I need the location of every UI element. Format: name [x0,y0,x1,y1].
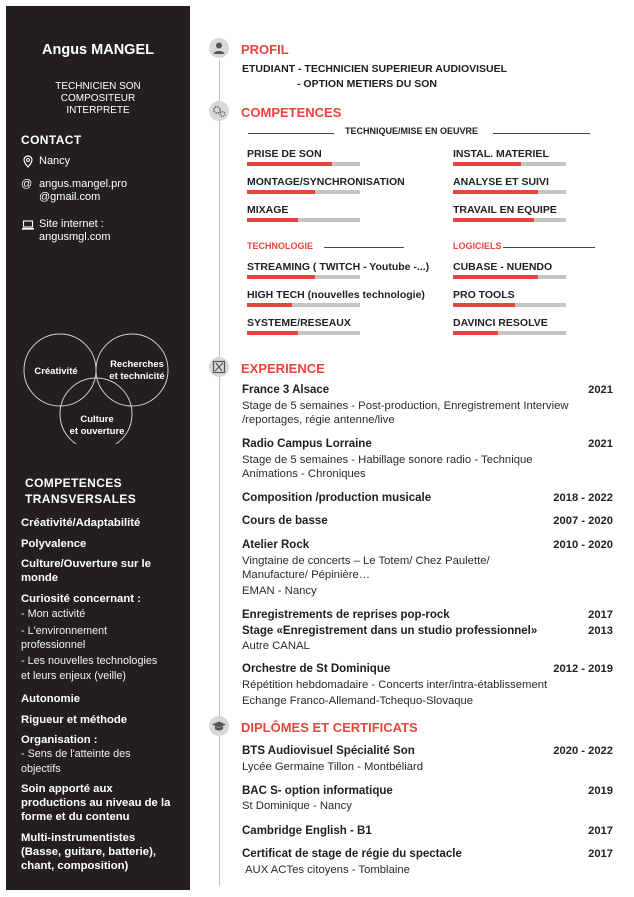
experience-year: 2018 - 2022 [553,492,613,504]
skill-level-fill [453,218,534,222]
venn-label: et ouverture [69,426,125,437]
skill-level-bar [247,162,360,166]
venn-label: et technicité [109,371,165,382]
timeline-line [219,60,220,886]
experience-desc: Autre CANAL [242,640,310,652]
diploma-desc: Lycée Germaine Tillon - Montbéliard [242,761,424,773]
role-line: TECHNICIEN SON [55,81,141,92]
experience-year: 2017 [588,609,613,621]
venn-diagram [16,324,186,444]
soft-skill-detail: - Mon activité [21,608,86,620]
laptop-icon [21,218,35,232]
soft-skill: Multi-instrumentistes [21,832,136,844]
skill-label: DAVINCI RESOLVE [453,317,548,329]
experience-desc: Animations - Chroniques [242,468,366,480]
experience-year: 2013 [588,625,613,637]
skill-label: PRO TOOLS [453,289,515,301]
experience-year: 2010 - 2020 [553,539,613,551]
skill-level-bar [247,303,360,307]
profil-line: ETUDIANT - TECHNICIEN SUPERIEUR AUDIOVISUEL [242,63,508,75]
experience-desc: Vingtaine de concerts – Le Totem/ Chez Paulette/ [242,555,490,567]
skill-label: CUBASE - NUENDO [453,261,553,273]
skill-level-fill [453,275,538,279]
venn-label: Recherches [110,359,164,370]
soft-skill: forme et du contenu [21,811,130,823]
venn-circle [96,334,168,406]
skill-level-bar [453,303,566,307]
skill-level-fill [453,162,521,166]
skill-label: INSTAL. MATERIEL [453,148,549,160]
soft-skill: (Basse, guitare, batterie), [21,846,156,858]
diploma-year: 2017 [588,825,613,837]
skill-level-fill [453,190,538,194]
diploma-desc: St Dominique - Nancy [242,800,352,812]
skill-label: ANALYSE ET SUIVI [453,176,549,188]
soft-skill-detail: professionnel [21,639,86,651]
email-line[interactable]: angus.mangel.pro [39,178,128,190]
site-label: Site internet : [39,218,104,230]
experience-desc: /reportages, régie antenne/live [242,414,395,426]
soft-skill-detail: - Les nouvelles technologies [21,655,158,667]
experience-title: Enregistrements de reprises pop-rock [242,609,450,621]
skill-level-fill [247,303,292,307]
experience-desc: Stage de 5 semaines - Habillage sonore radio - Technique [242,454,533,466]
divider [493,133,590,134]
skill-label: HIGH TECH (nouvelles technologie) [247,289,425,301]
skill-label: STREAMING ( TWITCH - Youtube -...) [247,261,430,273]
soft-skill: Organisation : [21,734,98,746]
skill-label: MONTAGE/SYNCHRONISATION [247,176,405,188]
role-line: COMPOSITEUR [60,93,136,104]
skill-level-fill [247,162,332,166]
skill-level-fill [247,190,315,194]
gears-icon [209,101,229,121]
experience-title: Cours de basse [242,515,328,527]
experience-title: Atelier Rock [242,539,310,551]
contact-heading: CONTACT [21,133,82,147]
diploma-year: 2019 [588,785,613,797]
diploma-title: Cambridge English - B1 [242,825,372,837]
skill-label: PRISE DE SON [247,148,322,160]
skill-level-bar [247,275,360,279]
experience-desc: Répétition hebdomadaire - Concerts inter/intra-établissement [242,679,548,691]
skill-level-fill [247,218,298,222]
role-line: INTERPRETE [66,105,130,116]
experience-year: 2007 - 2020 [553,515,613,527]
skill-level-bar [247,190,360,194]
skill-label: TRAVAIL EN EQUIPE [453,204,557,216]
location-pin-icon [21,155,35,169]
soft-skill-detail: - Sens de l'atteinte des [21,748,131,760]
soft-skill-detail: objectifs [21,763,61,775]
sidebar [6,6,190,890]
diploma-desc: AUX ACTes citoyens - Tomblaine [245,864,410,876]
section-title-diplomes: DIPLÔMES ET CERTIFICATS [241,720,418,735]
soft-skill: Polyvalence [21,538,87,550]
email-line[interactable]: @gmail.com [39,191,101,203]
full-name: Angus MANGEL [42,42,154,58]
subheading-technique: TECHNIQUE/MISE EN OEUVRE [345,126,479,136]
soft-skill-detail: - L'environnement [21,625,108,637]
user-icon [209,38,229,58]
skill-level-bar [453,218,566,222]
soft-skill: Curiosité concernant : [21,593,141,605]
divider [503,247,595,248]
subheading-logiciels: LOGICIELS [453,241,502,251]
skill-level-fill [247,275,315,279]
experience-desc: Echange Franco-Allemand-Tchequo-Slovaque [242,695,474,707]
diploma-year: 2020 - 2022 [553,745,613,757]
experience-year: 2021 [588,384,613,396]
divider [324,247,404,248]
section-title-competences: COMPETENCES [241,105,342,120]
skill-level-fill [453,303,515,307]
skill-level-bar [453,331,566,335]
soft-skill: Soin apporté aux [21,783,113,795]
competences-transversales-heading: COMPETENCES [25,476,123,490]
experience-title: France 3 Alsace [242,384,330,396]
diploma-title: Certificat de stage de régie du spectacle [242,848,462,860]
soft-skill: productions au niveau de la [21,797,171,809]
at-sign-icon: @ [21,178,33,190]
venn-label: Culture [80,414,114,425]
skill-level-bar [453,275,566,279]
skill-level-bar [453,162,566,166]
section-title-experience: EXPERIENCE [241,361,325,376]
graduation-cap-icon [209,716,229,736]
skill-label: MIXAGE [247,204,289,216]
skill-label: SYSTEME/RESEAUX [247,317,351,329]
experience-desc: Stage de 5 semaines - Post-production, Enregistrement Interview [242,400,569,412]
skill-level-fill [453,331,498,335]
profil-line: - OPTION METIERS DU SON [297,78,438,90]
soft-skill: Créativité/Adaptabilité [21,517,141,529]
competences-transversales-heading: TRANSVERSALES [25,492,137,506]
subheading-technologie: TECHNOLOGIE [247,241,314,251]
experience-title: Radio Campus Lorraine [242,438,372,450]
soft-skill: Rigueur et méthode [21,714,128,726]
experience-year: 2012 - 2019 [553,663,613,675]
soft-skill: Culture/Ouverture sur le [21,558,151,570]
diploma-year: 2017 [588,848,613,860]
diploma-title: BAC S- option informatique [242,785,393,797]
soft-skill: Autonomie [21,693,80,705]
skill-level-bar [453,190,566,194]
experience-title: Orchestre de St Dominique [242,663,391,675]
divider [248,133,334,134]
diploma-title: BTS Audiovisuel Spécialité Son [242,745,415,757]
soft-skill: monde [21,572,59,584]
venn-label: Créativité [34,366,78,377]
soft-skill: chant, composition) [21,860,129,872]
location-text: Nancy [39,155,71,167]
experience-title: Composition /production musicale [242,492,432,504]
skill-level-fill [247,331,298,335]
site-url[interactable]: angusmgl.com [39,231,111,243]
skill-level-bar [247,218,360,222]
section-title-profil: PROFIL [241,42,289,57]
soft-skill-detail: et leurs enjeux (veille) [21,670,127,682]
experience-title: Stage «Enregistrement dans un studio professionnel» [242,625,538,637]
tools-icon [209,357,229,377]
experience-year: 2021 [588,438,613,450]
experience-desc: EMAN - Nancy [242,585,317,597]
experience-desc: Manufacture/ Pépinière… [242,569,371,581]
skill-level-bar [247,331,360,335]
